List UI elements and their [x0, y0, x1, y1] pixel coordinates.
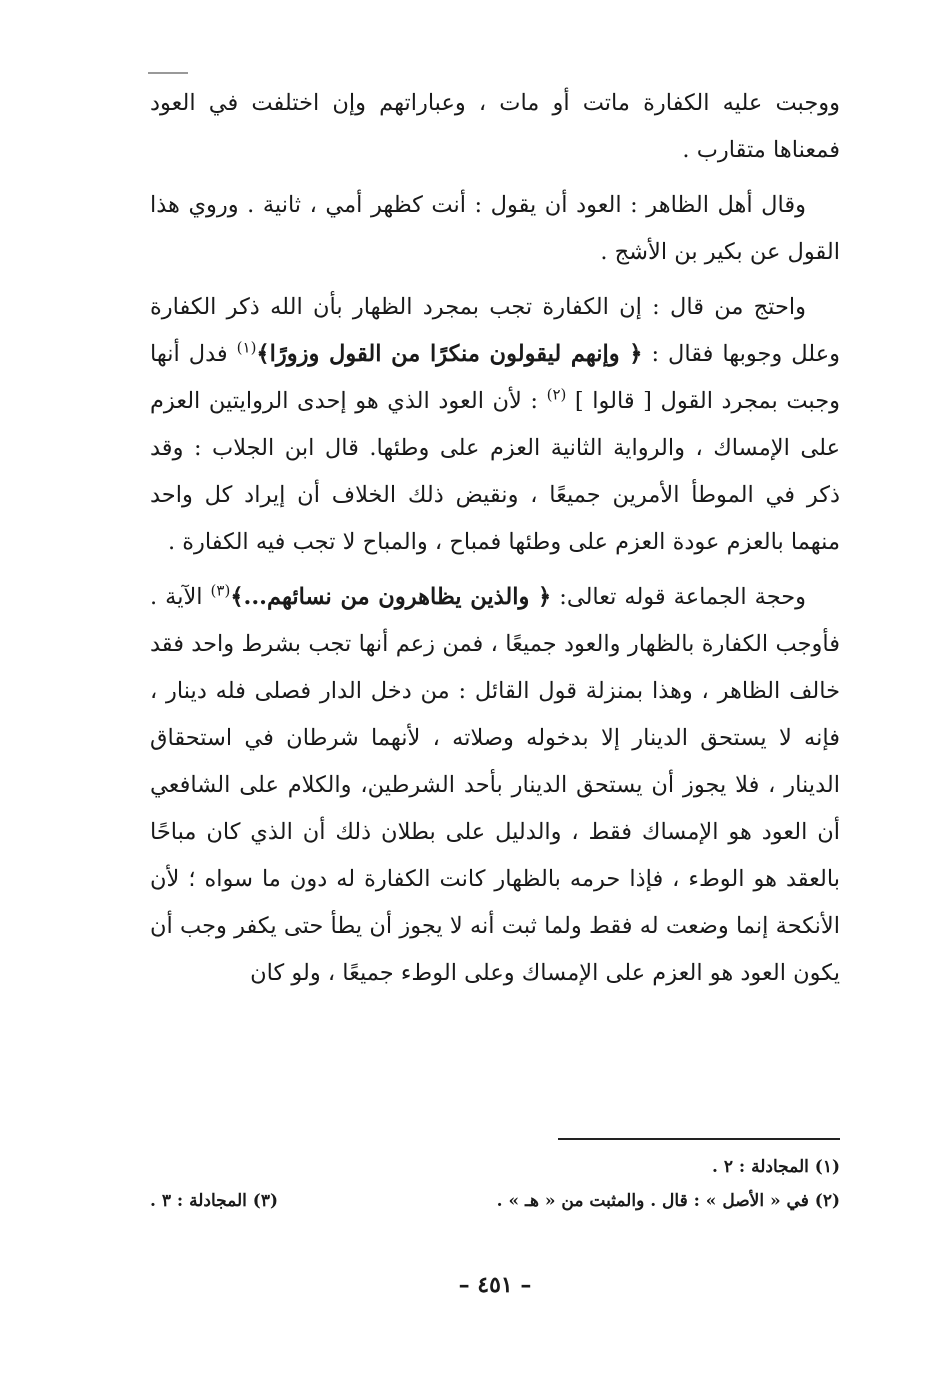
page-number: – ٤٥١ –	[458, 1272, 532, 1298]
paragraph-3	[150, 284, 840, 566]
footnote-ref-1[interactable]: (١)	[236, 338, 257, 357]
paragraph-2-text: وقال أهل الظاهر : العود أن يقول : أنت كظهر أمي ، ثانية . وروي هذا القول عن بكير بن الأشج .	[150, 192, 840, 265]
paragraph-1	[150, 80, 840, 174]
paragraph-3-lead: واحتج من قال : إن الكفارة تجب بمجرد الظهار بأن الله ذكر الكفارة وعلل وجوبها فقال :	[150, 294, 841, 367]
footnote-2: (٢) في « الأصل » : قال . والمثبت من « هـ » .	[496, 1191, 840, 1211]
footnote-ref-2[interactable]: (٢)	[546, 385, 567, 404]
document-page	[150, 80, 840, 1370]
footnote-row-1	[150, 1150, 840, 1184]
footnote-1: (١) المجادلة : ٢ .	[712, 1157, 840, 1177]
paragraph-4	[150, 574, 840, 997]
paragraph-3-middle: فدل أنها وجبت بمجرد القول [ قالوا ]	[150, 341, 840, 414]
footnote-divider	[558, 1138, 840, 1140]
main-text	[150, 80, 840, 1005]
paragraph-3-rest: : لأن العود الذي هو إحدى الروايتين العزم على الإمساك ، والرواية الثانية العزم على وطئها. قال ابن الجلاب : وقد ذكر في الموطأ الأمرين جميعًا ، ونقيض ذلك الخلاف أن إيراد كل واحد منهما بالعزم عودة العزم على وطئها فمباح ، والمباح لا تجب فيه الكفارة .	[150, 388, 840, 555]
paragraph-4-rest: الآية . فأوجب الكفارة بالظهار والعود جميعًا ، فمن زعم أنها تجب بشرط واحد فقد خالف الظاهر ، وهذا بمنزلة قول القائل : من دخل الدار فصلى فله دينار ، فإنه لا يستحق الدينار إلا بدخوله وصلاته ، لأنهما شرطان في استحقاق الدينار ، فلا يجوز أن يستحق الدينار بأحد الشرطين، والكلام على الشافعي أن العود هو الإمساك فقط ، والدليل على بطلان ذلك أن الذي كان مباحًا بالعقد هو الوطء ، فإذا حرمه بالظهار كانت الكفارة له دون ما سواه ؛ لأن الأنكحة إنما وضعت له فقط ولما ثبت أنه لا يجوز أن يطأ حتى يكفر وجب أن يكون العود هو العزم على الإمساك وعلى الوطء جميعًا ، ولو كان	[150, 584, 840, 986]
quran-quote-1: ﴿ وإنهم ليقولون منكرًا من القول وزورًا﴾	[256, 341, 643, 367]
quran-quote-2: ﴿ والذين يظاهرون من نسائهم...﴾	[230, 584, 552, 610]
footnote-3: (٣) المجادلة : ٣ .	[150, 1191, 278, 1211]
top-scan-mark	[148, 72, 188, 74]
footnotes	[150, 1150, 840, 1218]
paragraph-2	[150, 182, 840, 276]
footnote-ref-3[interactable]: (٣)	[210, 581, 231, 600]
paragraph-1-text: ووجبت عليه الكفارة ماتت أو مات ، وعباراتهم وإن اختلفت في العود فمعناها متقارب .	[150, 90, 840, 163]
paragraph-4-lead: وحجة الجماعة قوله تعالى:	[551, 584, 806, 610]
footnote-row-2	[150, 1184, 840, 1218]
